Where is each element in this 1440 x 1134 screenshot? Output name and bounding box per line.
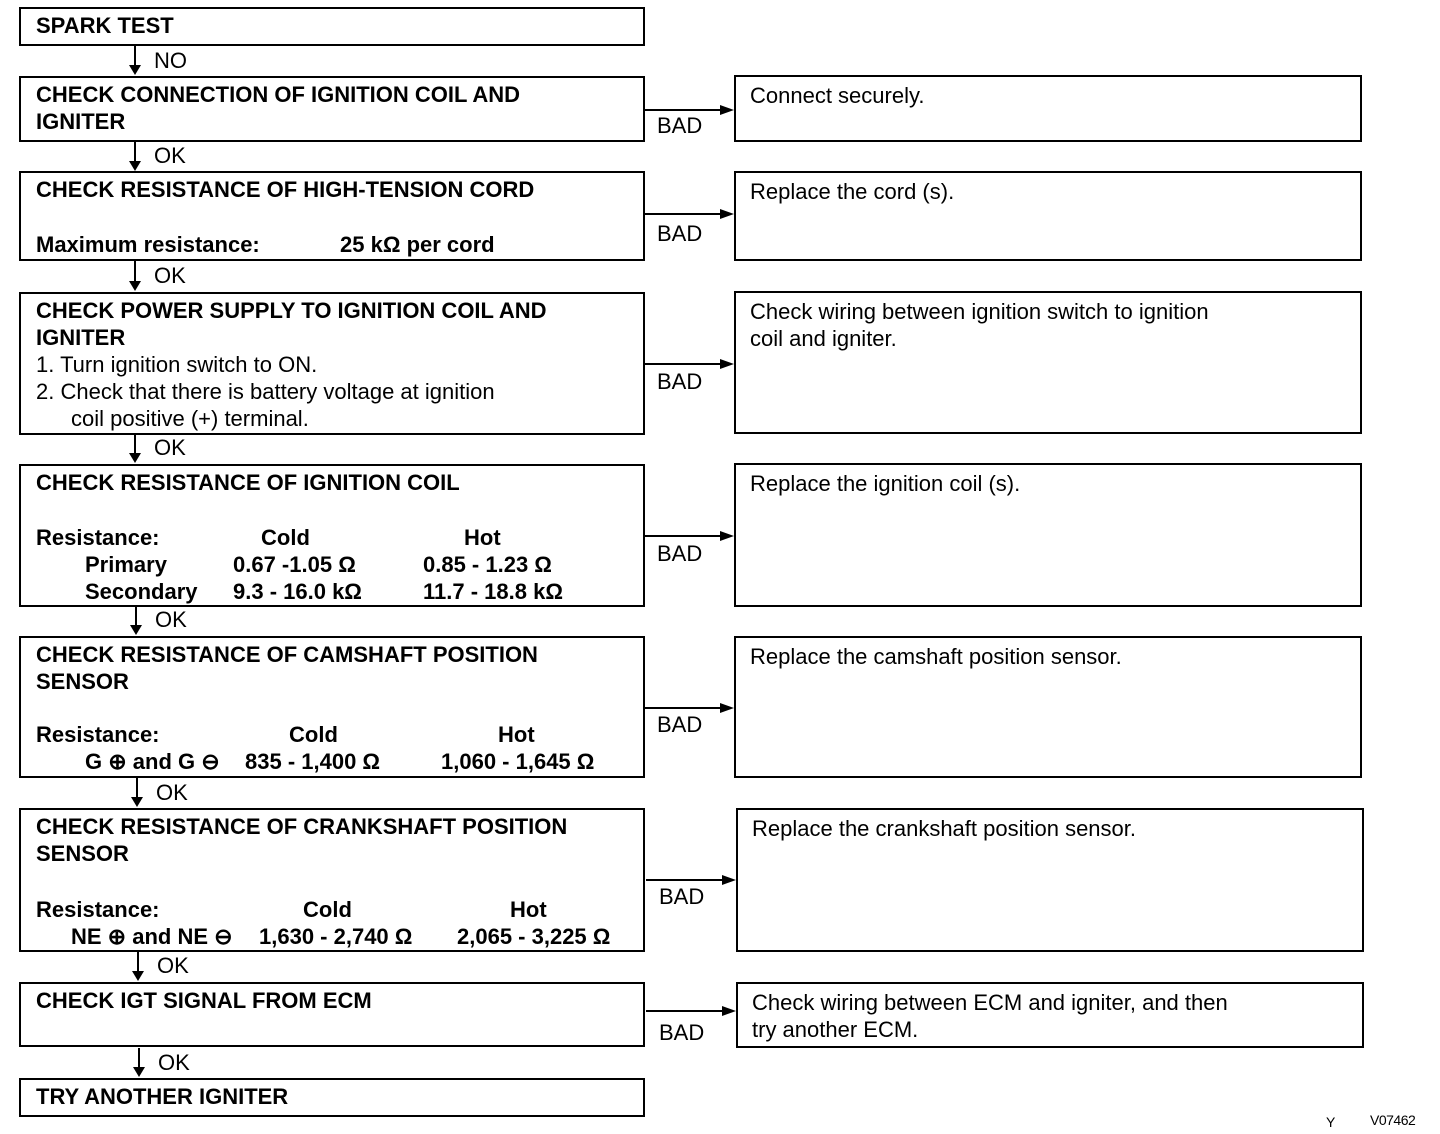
arrow-right-icon (720, 105, 734, 115)
row-hot: 0.85 - 1.23 Ω (423, 552, 552, 577)
column-cold: Cold (303, 897, 352, 922)
instruction-item: 1. Turn ignition switch to ON. (36, 352, 318, 377)
step-crankshaft-sensor (19, 808, 645, 952)
step-title: SPARK TEST (36, 13, 174, 38)
action-replace-cord (734, 171, 1362, 261)
connector-line (135, 607, 137, 626)
step-ignition-coil (19, 464, 645, 607)
arrow-right-icon (720, 209, 734, 219)
row-name: Secondary (85, 579, 198, 604)
step-power-supply (19, 292, 645, 435)
arrow-right-icon (720, 531, 734, 541)
resistance-label: Resistance: (36, 525, 160, 550)
step-title: CHECK RESISTANCE OF IGNITION COIL (36, 470, 460, 495)
connector-line (645, 535, 721, 537)
connector-line (645, 707, 721, 709)
label-ok: OK (155, 607, 187, 632)
label-ok: OK (154, 435, 186, 460)
row-name: NE ⊕ and NE ⊖ (71, 924, 233, 949)
action-text: Replace the crankshaft position sensor. (752, 816, 1137, 841)
step-try-another-igniter (19, 1078, 645, 1117)
connector-line (134, 435, 136, 454)
action-connect-securely (734, 75, 1362, 142)
arrow-right-icon (722, 1006, 736, 1016)
action-text: Check wiring between ignition switch to ignition (750, 299, 1209, 324)
arrow-down-icon (130, 625, 142, 635)
connector-line (134, 46, 136, 66)
label-ok: OK (158, 1050, 190, 1075)
column-hot: Hot (510, 897, 547, 922)
action-text: Connect securely. (750, 83, 925, 108)
row-hot: 2,065 - 3,225 Ω (457, 924, 611, 949)
arrow-down-icon (129, 161, 141, 171)
label-ok: OK (157, 953, 189, 978)
step-title: CHECK IGT SIGNAL FROM ECM (36, 988, 372, 1013)
arrow-right-icon (722, 875, 736, 885)
figure-code: V07462 (1370, 1112, 1416, 1128)
row-cold: 1,630 - 2,740 Ω (259, 924, 413, 949)
action-check-wiring-ecm (736, 982, 1364, 1048)
step-high-tension-cord (19, 171, 645, 261)
action-check-wiring-ignition (734, 291, 1362, 434)
step-title: CHECK RESISTANCE OF CAMSHAFT POSITION (36, 642, 538, 667)
row-name: Primary (85, 552, 167, 577)
label-bad: BAD (657, 541, 703, 566)
connector-line (645, 213, 721, 215)
arrow-down-icon (132, 971, 144, 981)
instruction-item: coil positive (+) terminal. (71, 406, 309, 431)
connector-line (138, 1048, 140, 1068)
resistance-label: Resistance: (36, 897, 160, 922)
connector-line (646, 879, 723, 881)
arrow-down-icon (129, 281, 141, 291)
row-hot: 1,060 - 1,645 Ω (441, 749, 595, 774)
step-igt-signal (19, 982, 645, 1047)
instruction-item: 2. Check that there is battery voltage at ignition (36, 379, 495, 404)
label-ok: OK (156, 780, 188, 805)
step-title: CHECK POWER SUPPLY TO IGNITION COIL AND (36, 298, 547, 323)
label-bad: BAD (657, 712, 703, 737)
step-title: CHECK RESISTANCE OF HIGH-TENSION CORD (36, 177, 535, 202)
row-hot: 11.7 - 18.8 kΩ (423, 579, 563, 604)
connector-line (646, 1010, 723, 1012)
step-title: CHECK RESISTANCE OF CRANKSHAFT POSITION (36, 814, 568, 839)
label-bad: BAD (657, 221, 703, 246)
arrow-down-icon (131, 797, 143, 807)
label-ok: OK (154, 263, 186, 288)
label-bad: BAD (657, 113, 703, 138)
column-hot: Hot (498, 722, 535, 747)
step-camshaft-sensor (19, 636, 645, 778)
connector-line (134, 261, 136, 282)
label-no: NO (154, 48, 187, 73)
action-replace-camshaft-sensor (734, 636, 1362, 778)
action-text: Replace the camshaft position sensor. (750, 644, 1122, 669)
action-text: Replace the ignition coil (s). (750, 471, 1021, 496)
footer-mark: Y (1326, 1114, 1335, 1130)
step-title-cont: SENSOR (36, 669, 129, 694)
step-check-connection (19, 76, 645, 142)
action-replace-ignition-coil (734, 463, 1362, 607)
column-cold: Cold (289, 722, 338, 747)
column-hot: Hot (464, 525, 501, 550)
label-bad: BAD (657, 369, 703, 394)
row-cold: 9.3 - 16.0 kΩ (233, 579, 362, 604)
connector-line (645, 363, 721, 365)
spec-label: Maximum resistance: (36, 232, 260, 257)
connector-line (136, 778, 138, 798)
label-bad: BAD (659, 1020, 705, 1045)
step-title: TRY ANOTHER IGNITER (36, 1084, 289, 1109)
row-cold: 0.67 -1.05 Ω (233, 552, 356, 577)
connector-line (137, 952, 139, 972)
step-title-cont: IGNITER (36, 109, 126, 134)
label-ok: OK (154, 143, 186, 168)
arrow-down-icon (133, 1067, 145, 1077)
step-title-cont: IGNITER (36, 325, 126, 350)
step-spark-test (19, 7, 645, 46)
connector-line (645, 109, 721, 111)
column-cold: Cold (261, 525, 310, 550)
arrow-right-icon (720, 359, 734, 369)
row-name: G ⊕ and G ⊖ (85, 749, 220, 774)
action-text-cont: coil and igniter. (750, 326, 897, 351)
action-text: Replace the cord (s). (750, 179, 955, 204)
action-text: Check wiring between ECM and igniter, and then (752, 990, 1228, 1015)
arrow-right-icon (720, 703, 734, 713)
step-title-cont: SENSOR (36, 841, 129, 866)
resistance-label: Resistance: (36, 722, 160, 747)
arrow-down-icon (129, 65, 141, 75)
row-cold: 835 - 1,400 Ω (245, 749, 381, 774)
label-bad: BAD (659, 884, 705, 909)
action-text-cont: try another ECM. (752, 1017, 919, 1042)
spec-value: 25 kΩ per cord (340, 232, 495, 257)
action-replace-crankshaft-sensor (736, 808, 1364, 952)
step-title: CHECK CONNECTION OF IGNITION COIL AND (36, 82, 520, 107)
arrow-down-icon (129, 453, 141, 463)
connector-line (134, 142, 136, 162)
